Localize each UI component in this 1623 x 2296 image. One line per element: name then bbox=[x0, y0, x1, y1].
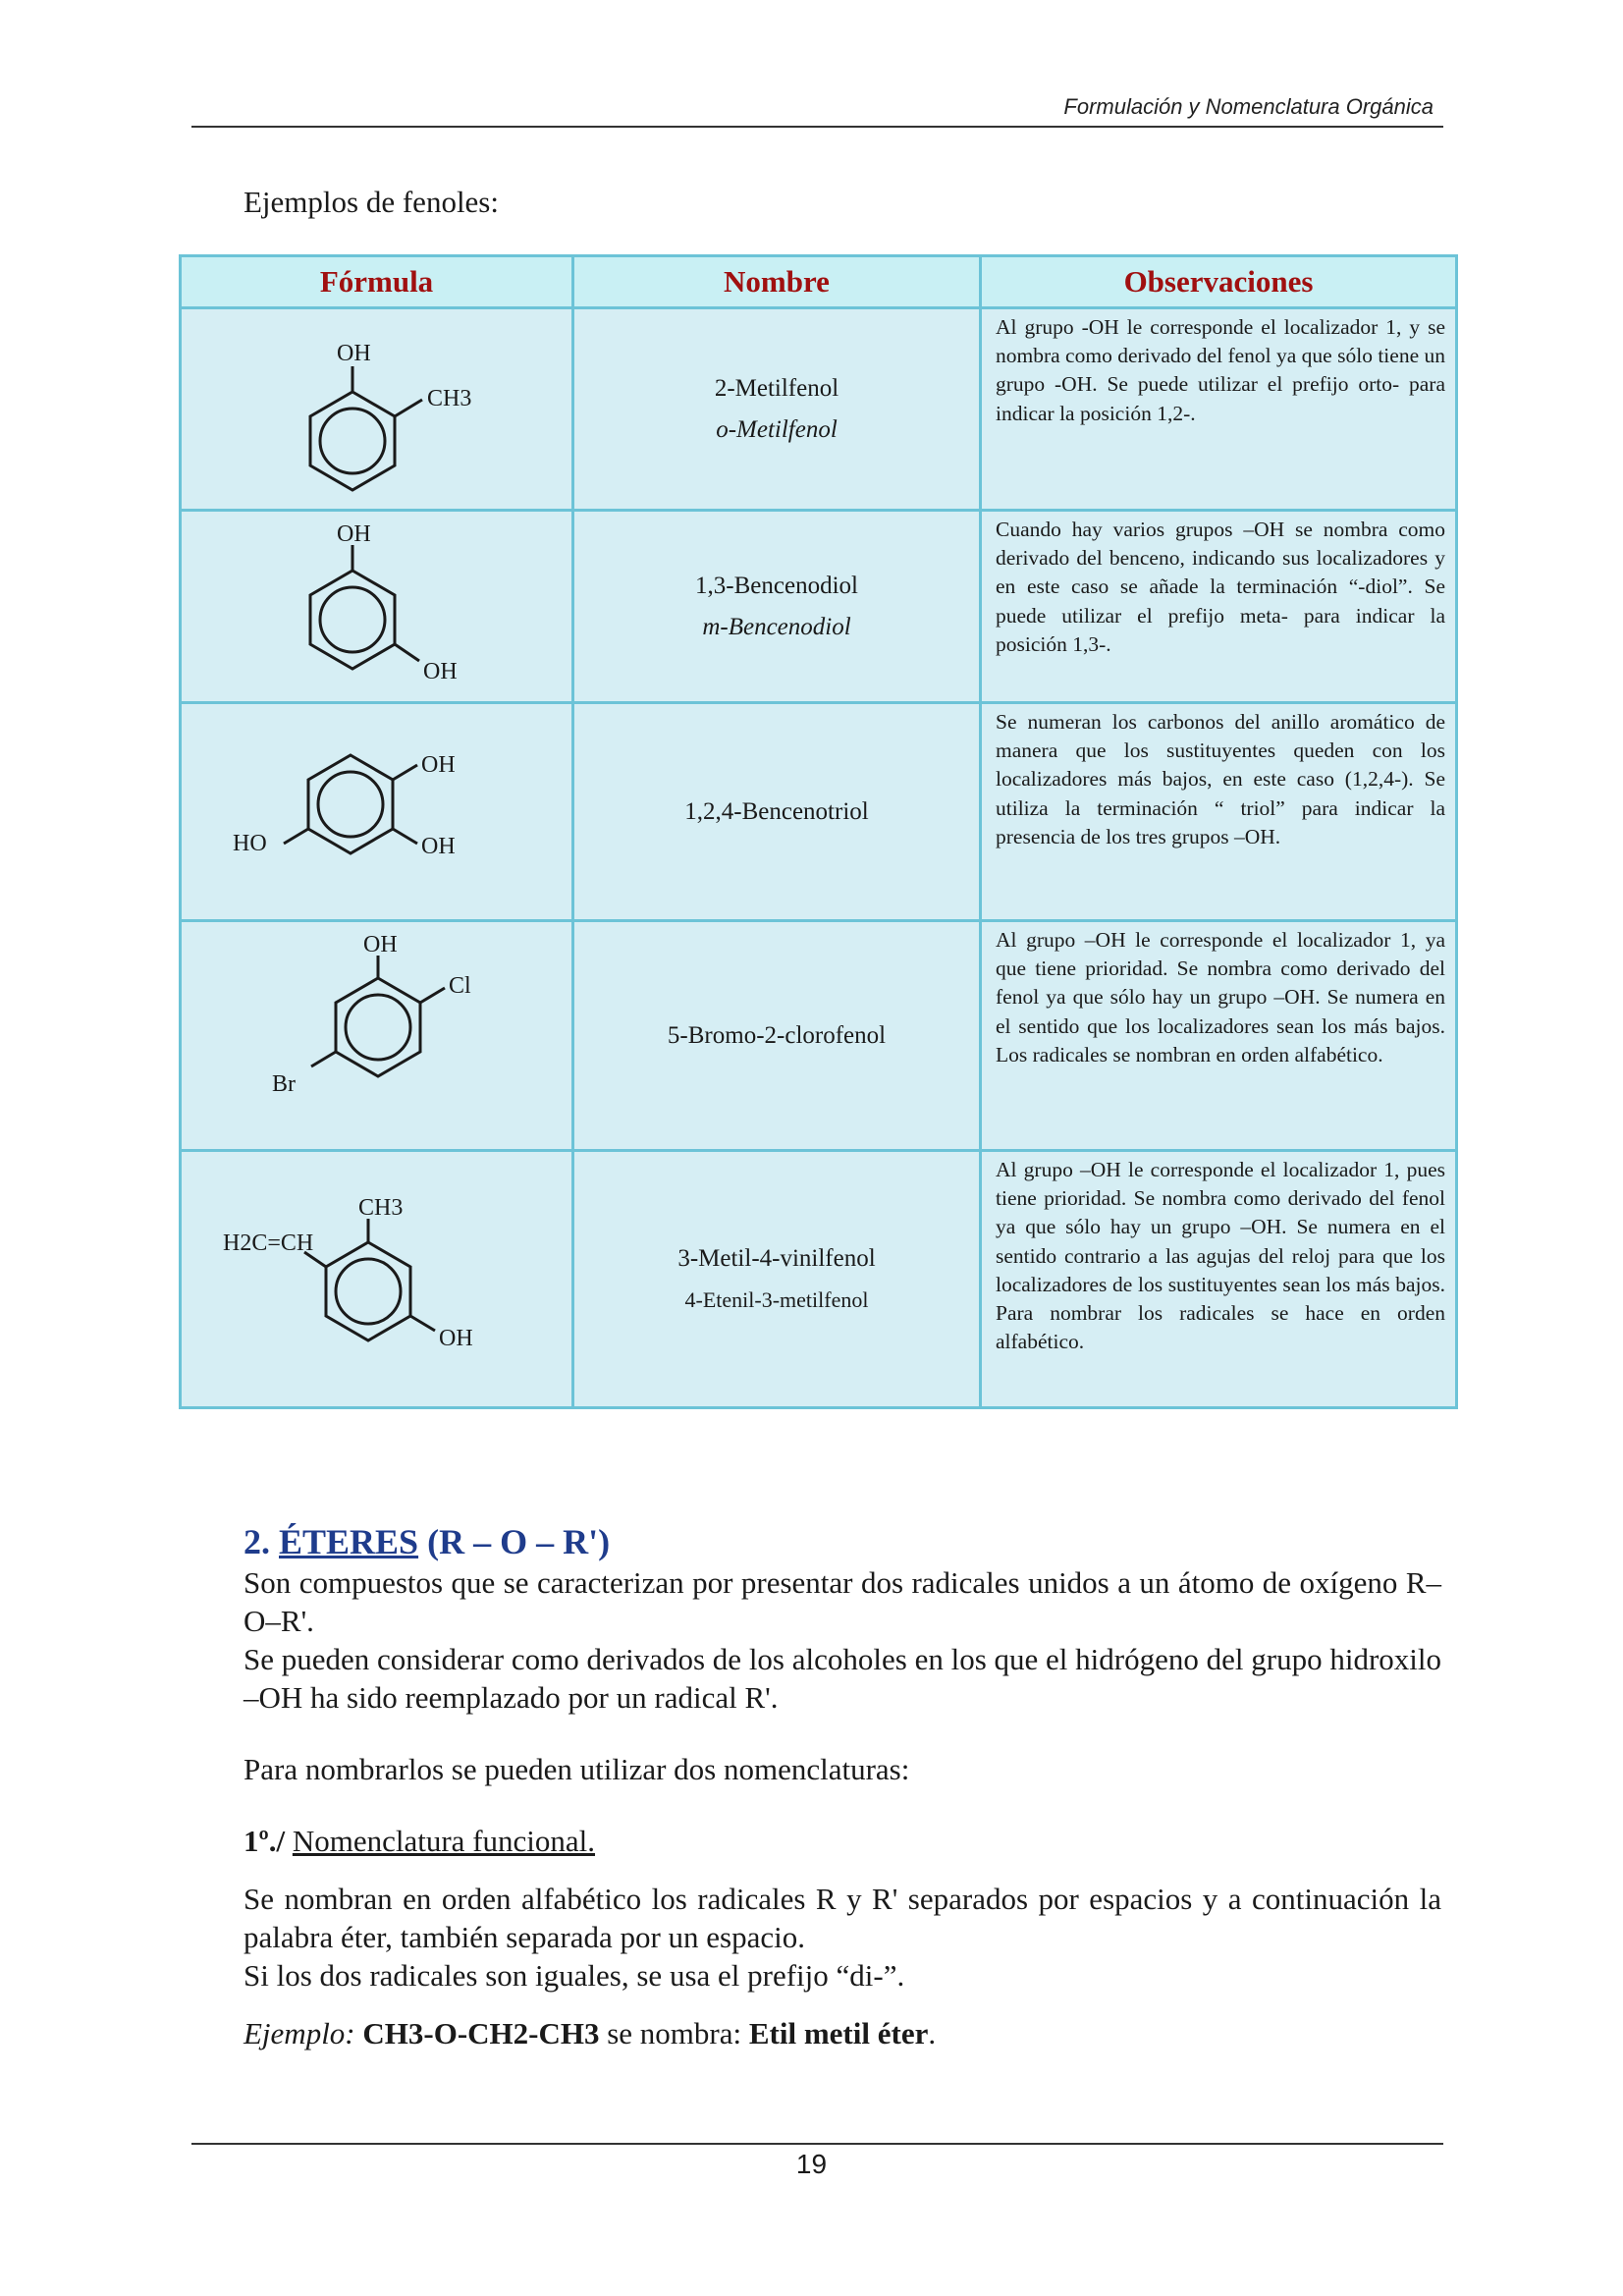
subheading bbox=[243, 1822, 1441, 1860]
label-oh: OH bbox=[337, 340, 371, 366]
structure-2-metilfenol bbox=[182, 311, 574, 508]
table-row bbox=[181, 308, 1457, 511]
example-line: Ejemplo: CH3-O-CH2-CH3 se nombra: Etil metil éter. bbox=[243, 2016, 937, 2050]
label-oh: OH bbox=[423, 658, 458, 684]
page-number: 19 bbox=[795, 2149, 828, 2179]
header-observations: Observaciones bbox=[981, 256, 1457, 308]
paragraph: Son compuestos que se caracterizan por presentar dos radicales unidos a un átomo de oxígeno R–O–R'. bbox=[243, 1565, 1441, 1638]
observations-cell bbox=[981, 703, 1457, 921]
label-oh: OH bbox=[439, 1326, 473, 1351]
compound-name: 1,3-Bencenodiol bbox=[695, 572, 858, 599]
example-name: Etil metil éter bbox=[748, 2016, 929, 2050]
observations-text: Al grupo –OH le corresponde el localizador 1, ya que tiene prioridad. Se nombra como derivado del fenol ya que sólo hay un grupo –OH. Se numera en el sentido que los localizadores sean los más bajos. Los radicales se nombran en orden alfabético. bbox=[996, 928, 1445, 1066]
structure-1-3-bencenodiol bbox=[182, 514, 574, 700]
name-cell bbox=[573, 1151, 981, 1408]
header-formula: Fórmula bbox=[181, 256, 573, 308]
compound-alt-name: 4-Etenil-3-metilfenol bbox=[684, 1286, 869, 1312]
name-cell bbox=[573, 308, 981, 511]
name-cell bbox=[573, 921, 981, 1151]
header-title: Formulación y Nomenclatura Orgánica bbox=[1063, 94, 1434, 119]
name-cell bbox=[573, 703, 981, 921]
example-formula: CH3-O-CH2-CH3 bbox=[362, 2016, 600, 2050]
page-header bbox=[191, 90, 1443, 128]
compound-name: 5-Bromo-2-clorofenol bbox=[667, 1021, 887, 1049]
phenol-examples-table bbox=[179, 254, 1458, 1409]
formula-cell bbox=[181, 703, 573, 921]
label-oh: OH bbox=[363, 931, 398, 957]
label-oh: OH bbox=[421, 752, 456, 778]
structure-3-metil-4-vinilfenol bbox=[182, 1154, 574, 1404]
formula-cell bbox=[181, 921, 573, 1151]
subheading-number: 1º./ bbox=[243, 1824, 286, 1858]
table-row bbox=[181, 703, 1457, 921]
label-vinyl: H2C=CH bbox=[223, 1230, 314, 1256]
table-row bbox=[181, 1151, 1457, 1408]
observations-cell bbox=[981, 308, 1457, 511]
subheading-text: Nomenclatura funcional. bbox=[292, 1824, 596, 1858]
label-cl: Cl bbox=[449, 972, 471, 999]
example-label: Ejemplo: bbox=[243, 2016, 355, 2050]
observations-cell bbox=[981, 511, 1457, 703]
header-name: Nombre bbox=[573, 256, 981, 308]
compound-alt-name: o-Metilfenol bbox=[716, 415, 838, 443]
observations-cell bbox=[981, 921, 1457, 1151]
table-row bbox=[181, 921, 1457, 1151]
observations-cell bbox=[981, 1151, 1457, 1408]
formula-cell bbox=[181, 308, 573, 511]
paragraph: Se pueden considerar como derivados de los alcoholes en los que el hidrógeno del grupo hidroxilo –OH ha sido reemplazado por un radical R'. bbox=[243, 1642, 1441, 1715]
compound-name: 3-Metil-4-vinilfenol bbox=[677, 1244, 876, 1272]
label-oh: OH bbox=[337, 520, 371, 547]
observations-text: Al grupo -OH le corresponde el localizador 1, y se nombra como derivado del fenol ya que sólo tiene un grupo -OH. Se puede utilizar el prefijo orto- para indicar la posición 1,2-. bbox=[996, 315, 1445, 425]
section-heading bbox=[243, 1520, 1441, 1563]
label-ch3: CH3 bbox=[427, 385, 472, 411]
formula-cell bbox=[181, 511, 573, 703]
formula-cell bbox=[181, 1151, 573, 1408]
eteres-section bbox=[243, 1520, 1441, 2052]
label-ch3: CH3 bbox=[358, 1195, 404, 1221]
label-ho: HO bbox=[233, 831, 267, 856]
compound-name: 2-Metilfenol bbox=[714, 374, 839, 402]
name-cell bbox=[573, 511, 981, 703]
intro-text: Ejemplos de fenoles: bbox=[243, 185, 499, 219]
label-br: Br bbox=[272, 1070, 296, 1097]
table-row bbox=[181, 511, 1457, 703]
observations-text: Se numeran los carbonos del anillo aromático de manera que los sustituyentes queden con los localizadores más bajos, en este caso (1,2,4-). Se utiliza la terminación “ triol” para indicar la presencia de los tres grupos –OH. bbox=[996, 710, 1445, 848]
observations-text: Cuando hay varios grupos –OH se nombra como derivado del benceno, indicando sus localizadores y en este caso se añade la terminación “-diol”. Se puede utilizar el prefijo meta- para indicar la posición 1,3-. bbox=[996, 518, 1445, 656]
label-oh: OH bbox=[421, 834, 456, 859]
paragraph: Si los dos radicales son iguales, se usa el prefijo “di-”. bbox=[243, 1958, 905, 1993]
table-header-row bbox=[181, 256, 1457, 308]
page-footer-rule bbox=[191, 2143, 1443, 2145]
compound-alt-name: m-Bencenodiol bbox=[702, 613, 851, 640]
section-formula: (R – O – R') bbox=[427, 1522, 611, 1561]
paragraph: Para nombrarlos se pueden utilizar dos nomenclaturas: bbox=[243, 1752, 910, 1786]
observations-text: Al grupo –OH le corresponde el localizador 1, pues tiene prioridad. Se nombra como derivado del fenol ya que sólo hay un grupo –OH. Se numera en el sentido contrario a las agujas del reloj para que los localizadores de los sustituyentes sean los más bajos. Para nombrar los radicales se hace en orden alfabético. bbox=[996, 1158, 1445, 1354]
section-number: 2. bbox=[243, 1522, 270, 1561]
structure-1-2-4-bencenotriol bbox=[182, 706, 574, 917]
structure-5-bromo-2-clorofenol bbox=[182, 924, 574, 1148]
example-mid: se nombra: bbox=[607, 2016, 742, 2050]
compound-name: 1,2,4-Bencenotriol bbox=[684, 797, 869, 825]
section-title: ÉTERES bbox=[279, 1522, 419, 1561]
paragraph: Se nombran en orden alfabético los radicales R y R' separados por espacios y a continuación la palabra éter, también separada por un espacio. bbox=[243, 1882, 1441, 1954]
